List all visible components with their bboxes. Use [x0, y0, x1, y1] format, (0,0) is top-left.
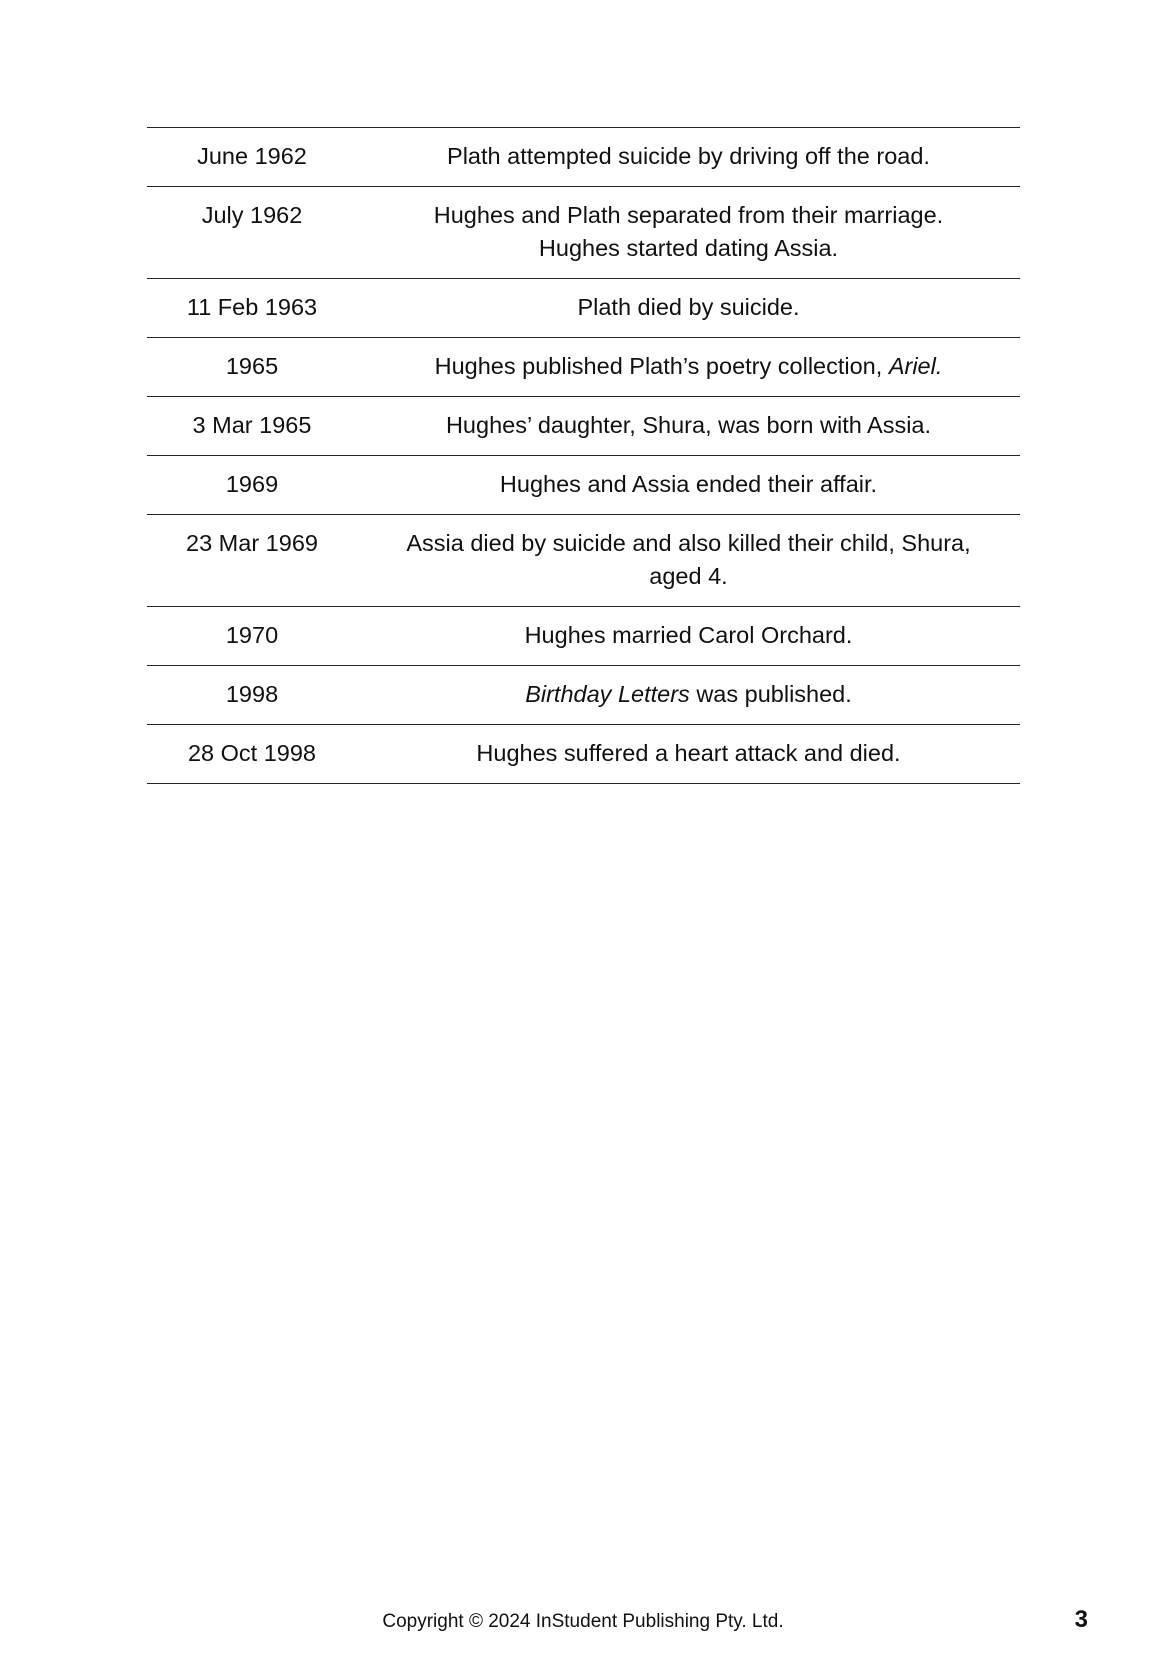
- event-text: Hughes suffered a heart attack and died.: [476, 740, 901, 766]
- timeline-event: [357, 527, 1020, 593]
- event-line: [357, 678, 1020, 711]
- event-text: Hughes published Plath’s poetry collection,: [434, 353, 889, 379]
- event-line: [357, 560, 1020, 593]
- timeline-date: 1998: [225, 681, 279, 707]
- timeline-event: [357, 140, 1020, 173]
- timeline-event: [357, 199, 1020, 265]
- timeline-row: [147, 515, 1020, 607]
- event-line: [357, 232, 1020, 265]
- event-line: [357, 737, 1020, 770]
- event-text: Hughes and Assia ended their affair.: [499, 471, 878, 497]
- timeline-row: [147, 666, 1020, 725]
- timeline-row: [147, 279, 1020, 338]
- italic-title: Ariel.: [888, 353, 943, 379]
- event-text: was published.: [689, 681, 852, 707]
- timeline-date: July 1962: [201, 202, 303, 228]
- timeline-date: 1965: [225, 353, 279, 379]
- event-text: Hughes married Carol Orchard.: [524, 622, 853, 648]
- timeline-event: [357, 678, 1020, 711]
- timeline-date: June 1962: [197, 143, 307, 169]
- page-footer: [0, 1604, 1166, 1638]
- copyright-notice: Copyright © 2024 InStudent Publishing Pty. Ltd.: [382, 1611, 784, 1632]
- timeline-event: [357, 291, 1020, 324]
- timeline-event: [357, 350, 1020, 383]
- event-line: [357, 527, 1020, 560]
- timeline-row: [147, 725, 1020, 784]
- timeline-event: [357, 409, 1020, 442]
- timeline-date: 3 Mar 1965: [192, 412, 312, 438]
- timeline-date: 11 Feb 1963: [186, 294, 318, 320]
- timeline-row: [147, 187, 1020, 279]
- timeline-row: [147, 338, 1020, 397]
- event-line: [357, 199, 1020, 232]
- event-text: Plath died by suicide.: [577, 294, 800, 320]
- timeline-row: [147, 397, 1020, 456]
- timeline-event: [357, 737, 1020, 770]
- event-line: [357, 468, 1020, 501]
- timeline-date: 1970: [225, 622, 279, 648]
- event-line: [357, 619, 1020, 652]
- event-text: Hughes and Plath separated from their marriage.: [433, 202, 944, 228]
- page-number: 3: [1074, 1606, 1088, 1633]
- event-text: Hughes started dating Assia.: [538, 235, 839, 261]
- event-text: aged 4.: [649, 563, 728, 589]
- event-text: Assia died by suicide and also killed their child, Shura,: [406, 530, 971, 556]
- event-line: [357, 291, 1020, 324]
- event-text: Plath attempted suicide by driving off the road.: [447, 143, 930, 169]
- timeline-date: 23 Mar 1969: [186, 530, 318, 556]
- italic-title: Birthday Letters: [525, 681, 690, 707]
- event-text: Hughes’ daughter, Shura, was born with Assia.: [445, 412, 932, 438]
- timeline-table: [147, 127, 1020, 784]
- timeline-event: [357, 619, 1020, 652]
- timeline-date: 1969: [225, 471, 279, 497]
- timeline-row: [147, 456, 1020, 515]
- event-line: [357, 350, 1020, 383]
- event-line: [357, 140, 1020, 173]
- timeline-event: [357, 468, 1020, 501]
- event-line: [357, 409, 1020, 442]
- timeline-row: [147, 128, 1020, 187]
- timeline-row: [147, 607, 1020, 666]
- timeline-date: 28 Oct 1998: [187, 740, 317, 766]
